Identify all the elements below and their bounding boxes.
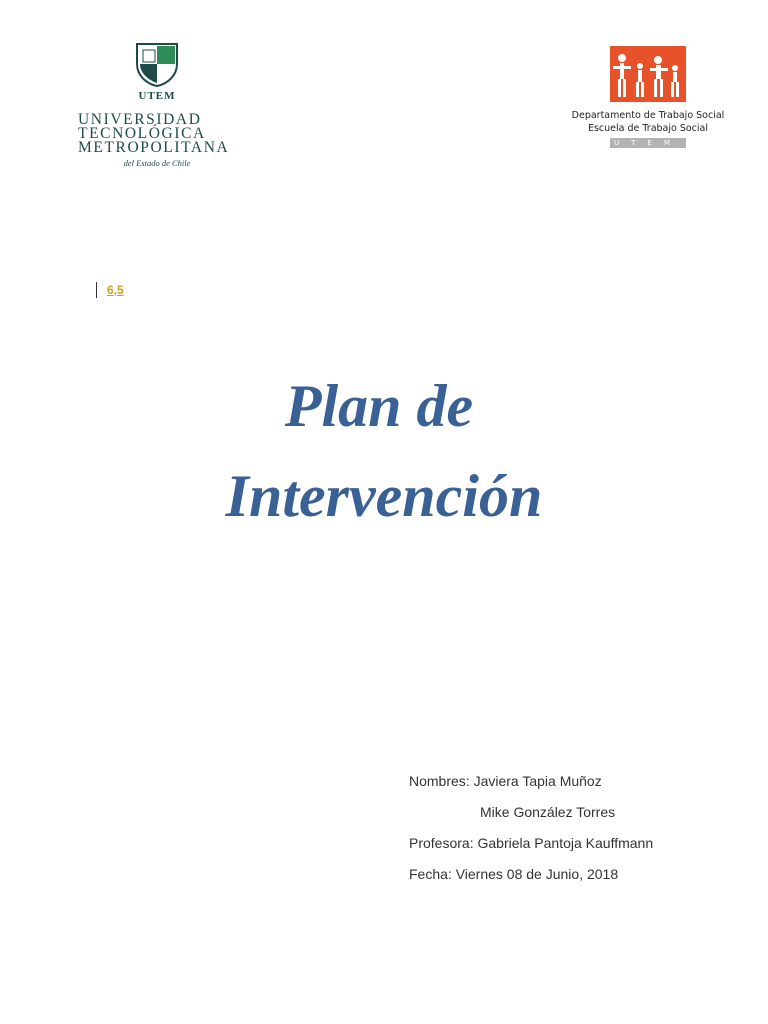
document-title-line-2: Intervención <box>225 463 543 529</box>
student-names-line: Nombres: Javiera Tapia Muñoz <box>409 773 602 789</box>
shield-icon <box>135 42 179 88</box>
utem-name-line-3: METROPOLITANA <box>78 139 230 156</box>
utem-name-line-1: UNIVERSIDAD <box>78 111 202 128</box>
document-title-line-1: Plan de <box>284 373 474 439</box>
utem-subtitle: del Estado de Chile <box>123 158 191 168</box>
school-name: Escuela de Trabajo Social <box>587 123 709 134</box>
date-line: Fecha: Viernes 08 de Junio, 2018 <box>409 866 619 882</box>
department-utem-bar: UTEM <box>610 138 686 148</box>
student-names-line-2: Mike González Torres <box>480 804 616 820</box>
text-cursor-icon <box>96 282 97 298</box>
grade-value[interactable]: 6,5 <box>107 283 124 297</box>
department-name: Departamento de Trabajo Social <box>571 110 725 121</box>
grade-mark <box>96 281 124 299</box>
professor-line: Profesora: Gabriela Pantoja Kauffmann <box>409 835 654 851</box>
utem-short-name: UTEM <box>138 90 176 102</box>
people-figures-icon <box>610 46 686 102</box>
utem-name-line-2: TECNOLÓGICA <box>78 125 206 142</box>
department-logo <box>566 44 730 154</box>
utem-logo <box>78 40 236 172</box>
